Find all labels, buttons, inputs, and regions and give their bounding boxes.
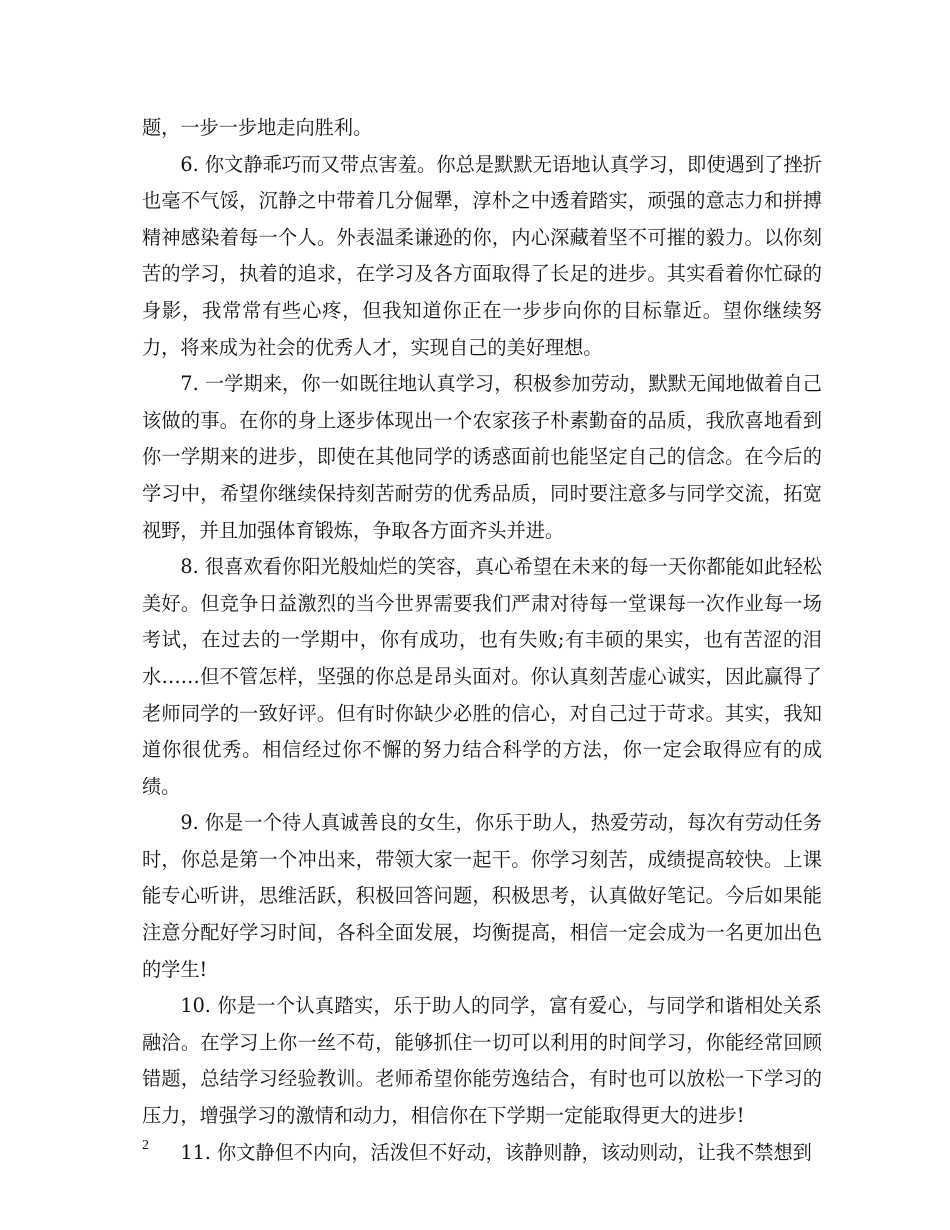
paragraph-continuation: 题，一步一步地走向胜利。 [142, 116, 373, 139]
paragraph-item-9: 9. 你是一个待人真诚善良的女生，你乐于助人，热爱劳动，每次有劳动任务时，你总是第一个冲出来，带领大家一起干。你学习刻苦，成绩提高较快。上课能专心听讲，思维活跃，积极回答问题，积极思考，认真做好笔记。今后如果能注意分配好学习时间，各科全面发展，均衡提高，相信一定会成为一名更加出色的学生! [142, 811, 822, 981]
document-body [142, 110, 822, 1171]
page-number: 2 [142, 1138, 149, 1153]
paragraph-item-8: 8. 很喜欢看你阳光般灿烂的笑容，真心希望在未来的每一天你都能如此轻松美好。但竞争日益激烈的当今世界需要我们严肃对待每一堂课每一次作业每一场考试，在过去的一学期中，你有成功，也有失败;有丰硕的果实，也有苦涩的泪水……但不管怎样，坚强的你总是昂头面对。你认真刻苦虚心诚实，因此赢得了老师同学的一致好评。但有时你缺少必胜的信心，对自己过于苛求。其实，我知道你很优秀。相信经过你不懈的努力结合科学的方法，你一定会取得应有的成绩。 [142, 555, 822, 798]
paragraph-item-11: 11. 你文静但不内向，活泼但不好动，该静则静，该动则动，让我不禁想到 [180, 1140, 812, 1164]
paragraph-item-6: 6. 你文静乖巧而又带点害羞。你总是默默无语地认真学习，即使遇到了挫折也毫不气馁，沉静之中带着几分倔犟，淳朴之中透着踏实，顽强的意志力和拼搏精神感染着每一个人。外表温柔谦逊的你，内心深藏着坚不可摧的毅力。以你刻苦的学习，执着的追求，在学习及各方面取得了长足的进步。其实看着你忙碌的身影，我常常有些心疼，但我知道你正在一步步向你的目标靠近。望你继续努力，将来成为社会的优秀人才，实现自己的美好理想。 [142, 152, 822, 359]
paragraph-item-7: 7. 一学期来，你一如既往地认真学习，积极参加劳动，默默无闻地做着自己该做的事。在你的身上逐步体现出一个农家孩子朴素勤奋的品质，我欣喜地看到你一学期来的进步，即使在其他同学的诱惑面前也能坚定自己的信念。在今后的学习中，希望你继续保持刻苦耐劳的优秀品质，同时要注意多与同学交流，拓宽视野，并且加强体育锻炼，争取各方面齐头并进。 [142, 372, 822, 542]
paragraph-item-10: 10. 你是一个认真踏实，乐于助人的同学，富有爱心，与同学和谐相处关系融洽。在学习上你一丝不苟，能够抓住一切可以利用的时间学习，你能经常回顾错题，总结学习经验教训。老师希望你能劳逸结合，有时也可以放松一下学习的压力，增强学习的激情和动力，相信你在下学期一定能取得更大的进步! [142, 994, 822, 1128]
